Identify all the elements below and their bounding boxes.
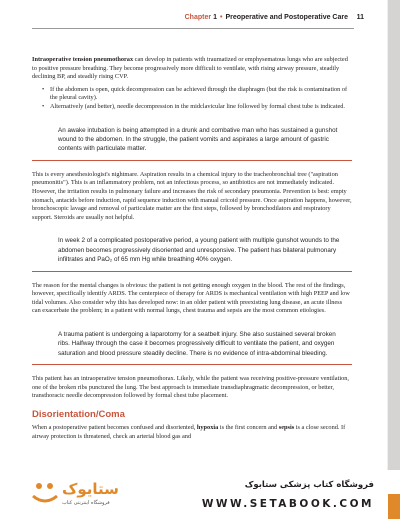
page-side-bar	[388, 0, 400, 470]
page-number: 11	[356, 14, 364, 21]
setabook-logo-icon	[30, 478, 60, 506]
bullet-list	[42, 86, 352, 112]
setabook-logo-subtitle: فروشگاه اینترنتی کتاب	[62, 500, 110, 506]
bullet-item: • Alternatively (and better), needle decompression in the midclavicular line followed by formal chest tube is indicated.	[42, 103, 352, 112]
case-vignette-aspiration: An awake intubation is being attempted in a drunk and combative man who has sustained a gunshot wound to the abdomen. In the struggle, the patient vomits and aspirates a large amount of gastric contents with particulate matter.	[32, 120, 352, 161]
key-term-sepsis: sepsis	[278, 423, 295, 431]
footer-accent-strip	[388, 494, 400, 519]
chapter-number: 1	[213, 14, 217, 21]
section-heading: Disorientation/Coma	[32, 408, 125, 420]
paragraph-text: When a postoperative patient becomes confused and disoriented,	[32, 423, 197, 431]
case-vignette-trauma: A trauma patient is undergoing a laparotomy for a seatbelt injury. She also sustained several broken ribs. Halfway through the case it becomes progressively difficult to ventilate the patient, and oxygen saturation and blood pressure steadily decline. There is no evidence of intra-abdominal bleeding.	[32, 324, 352, 365]
footer-store-name: فروشگاه کتاب پزشکی ستابوک	[244, 480, 374, 490]
setabook-logo-text: ستایوک	[62, 480, 119, 498]
key-term-hypoxia: hypoxia	[196, 423, 219, 431]
chapter-label: Chapter	[184, 14, 212, 21]
chapter-title: Preoperative and Postoperative Care	[225, 14, 348, 21]
paragraph-tension-pneumothorax	[32, 56, 352, 82]
paragraph-ards: The reason for the mental changes is obvious: the patient is not getting enough oxygen in the blood. The rest of the findings, however, specifically identify ARDS. The centerpiece of therapy for ARDS is mechanical ventilation with high PEEP and low tidal volumes. Also consider why this has developed now: in an older patient with preexisting lung disease, an acute illness can exacerbate the problem; in a patient with normal lungs, chest trauma and sepsis are the most common etiologies.	[32, 281, 350, 315]
case-vignette-ards: In week 2 of a complicated postoperative period, a young patient with multiple gunshot wounds to the abdomen becomes progressively disoriented and unresponsive. The patient has bilateral pulmonary infiltrates and PaO₂ of 65 mm Hg while breathing 40% oxygen.	[32, 230, 352, 271]
header-rule	[32, 28, 354, 29]
paragraph-lead-term: Intraoperative tension pneumothorax	[32, 56, 134, 63]
paragraph-disorientation	[32, 424, 352, 441]
paragraph-aspiration: This is every anesthesiologist's nightmare. Aspiration results in a chemical injury to the tracheobronchial tree ("aspiration pneumonitis"). This is an inflammatory problem, not an infectious process, so antibiotics are not immediately indicated. However, the irritation results in pulmonary failure and increases the risk of secondary pneumonia. Prevention is best: empty stomach, antacids before induction, rapid sequence induction with manual cricoid pressure. Once aspiration happens, however, bronchoscopic lavage and removal of particulate matter are the first steps, followed by bronchodilators and respiratory support. Steroids are usually not helpful.	[32, 170, 352, 221]
paragraph-text: is a close second. If airway protection is threatened, check an arterial blood gas and	[32, 423, 346, 440]
running-header	[185, 14, 348, 21]
header-separator: •	[219, 14, 223, 21]
page-body	[32, 56, 352, 449]
footer-url[interactable]: WWW.SETABOOK.COM	[201, 498, 374, 510]
bullet-item: • If the abdomen is open, quick decompression can be achieved through the diaphragm (but the risk is contamination of the pleural cavity).	[42, 86, 352, 103]
paragraph-trauma-answer: This patient has an intraoperative tension pneumothorax. Likely, while the patient was receiving positive-pressure ventilation, one of the broken ribs punctured the lung. The best approach is immediate transdiaphragmatic decompression, or better, transthoracic needle decompression followed by formal chest tube placement.	[32, 375, 349, 400]
paragraph-text: can develop in patients with traumatized or emphysematous lungs who are subjected to positive pressure breathing. They become progressively more difficult to ventilate, with rising airway pressure, steadily declining BP, and steadily rising CVP.	[32, 56, 348, 81]
paragraph-text: is the first concern and	[218, 423, 279, 431]
